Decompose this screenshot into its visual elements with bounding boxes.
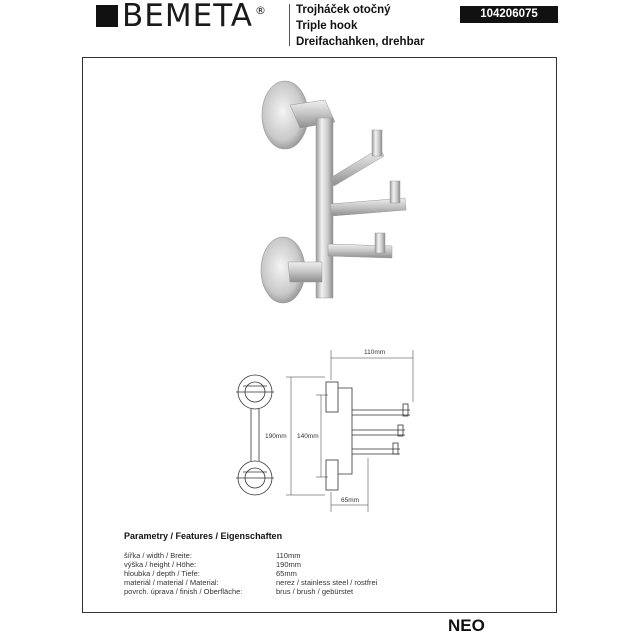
- depth-dimension-label: 65mm: [341, 497, 360, 504]
- spec-value: 110mm: [276, 551, 301, 560]
- spec-label: povrch. úprava / finish / Oberfläche:: [124, 587, 243, 596]
- front-view-bottom-rose: [236, 461, 274, 495]
- series-name: NEO: [448, 616, 485, 635]
- spec-label: výška / height / Höhe:: [124, 560, 197, 569]
- registered-mark: ®: [254, 4, 267, 17]
- product-name-cz: Trojháček otočný: [296, 4, 391, 16]
- product-code: 104206075: [460, 6, 558, 23]
- table-row: [124, 560, 377, 569]
- spec-label: materiál / material / Material:: [124, 578, 219, 587]
- side-view-top-mount: [326, 382, 338, 412]
- height-inner-dimension-label: 140mm: [297, 433, 319, 440]
- spec-label: šířka / width / Breite:: [124, 551, 192, 560]
- table-row: [124, 578, 377, 587]
- features-table: [124, 551, 377, 596]
- logo-text: BEMETA: [122, 0, 253, 34]
- product-name-de: Dreifachahken, drehbar: [296, 36, 425, 48]
- height-total-dimension-label: 190mm: [265, 433, 287, 440]
- side-view-hook-3-tip: [393, 443, 398, 454]
- features-title: Parametry / Features / Eigenschaften: [124, 531, 283, 541]
- table-row: [124, 587, 377, 596]
- spec-value: brus / brush / gebürstet: [276, 587, 354, 596]
- table-row: [124, 551, 377, 560]
- front-view-top-rose: [236, 375, 274, 409]
- spec-value: nerez / stainless steel / rostfrei: [276, 578, 378, 587]
- side-view-bottom-mount: [326, 460, 338, 490]
- spec-label: hloubka / depth / Tiefe:: [124, 569, 200, 578]
- width-dimension-label: 110mm: [364, 349, 386, 356]
- product-name-en: Triple hook: [296, 20, 358, 32]
- side-view-hook-2-tip: [398, 425, 403, 436]
- spec-value: 190mm: [276, 560, 302, 569]
- table-row: [124, 569, 377, 578]
- side-view-bar: [338, 388, 352, 474]
- spec-value: 65mm: [276, 569, 297, 578]
